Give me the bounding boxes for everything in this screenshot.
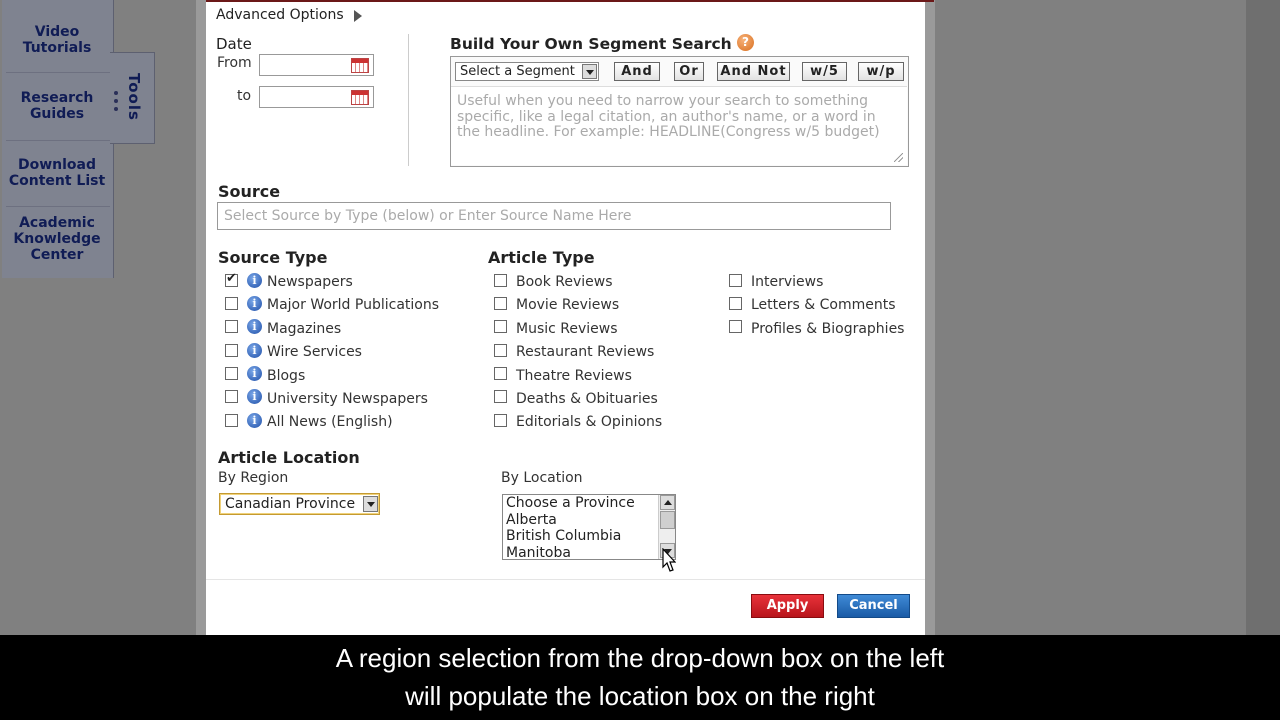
source-input[interactable] xyxy=(217,202,891,230)
letters-comments-checkbox[interactable] xyxy=(729,297,742,310)
date-heading: Date xyxy=(216,35,252,53)
all-news-english-checkbox[interactable] xyxy=(225,414,238,427)
video-caption xyxy=(0,635,1280,720)
theatre-reviews-label: Theatre Reviews xyxy=(516,368,632,384)
sidebar-item-academic-knowledge-center[interactable]: Academic Knowledge Center xyxy=(13,215,101,263)
background-right-strip xyxy=(1246,0,1280,635)
date-to-field[interactable] xyxy=(259,86,374,108)
article-type-heading: Article Type xyxy=(488,248,595,267)
mouse-cursor-icon xyxy=(662,548,676,574)
university-newspapers-checkbox[interactable] xyxy=(225,390,238,403)
tools-grip-icon xyxy=(114,91,118,113)
deaths-obituaries-label: Deaths & Obituaries xyxy=(516,391,658,407)
restaurant-reviews-label: Restaurant Reviews xyxy=(516,344,655,360)
source-input-placeholder: Select Source by Type (below) or Enter Source Name Here xyxy=(224,208,632,224)
sidebar-item-research-guides[interactable]: Research Guides xyxy=(20,90,94,122)
calendar-icon[interactable] xyxy=(351,90,369,105)
date-to-label: to xyxy=(237,88,252,104)
interviews-checkbox[interactable] xyxy=(729,274,742,287)
location-option[interactable]: Alberta xyxy=(506,512,557,528)
dialog-left-edge xyxy=(196,0,206,635)
location-option[interactable]: Choose a Province xyxy=(506,495,635,511)
info-icon[interactable]: i xyxy=(247,296,262,311)
chevron-right-icon[interactable] xyxy=(354,10,362,22)
location-listbox[interactable] xyxy=(502,494,676,560)
cancel-button[interactable]: Cancel xyxy=(837,594,910,618)
chevron-down-icon[interactable] xyxy=(582,64,597,79)
segment-select-value: Select a Segment xyxy=(460,64,575,79)
magazines-label: Magazines xyxy=(267,321,342,337)
movie-reviews-label: Movie Reviews xyxy=(516,297,620,313)
deaths-obituaries-checkbox[interactable] xyxy=(494,390,507,403)
sidebar-divider xyxy=(6,206,110,207)
caption-line-1: A region selection from the drop-down box on the left xyxy=(335,643,945,673)
book-reviews-checkbox[interactable] xyxy=(494,274,507,287)
info-icon[interactable]: i xyxy=(247,366,262,381)
restaurant-reviews-checkbox[interactable] xyxy=(494,344,507,357)
segment-select[interactable] xyxy=(455,62,599,81)
editorials-opinions-checkbox[interactable] xyxy=(494,414,507,427)
profiles-biographies-checkbox[interactable] xyxy=(729,320,742,333)
within-paragraph-button[interactable]: w/p xyxy=(858,62,904,81)
region-select-value: Canadian Province xyxy=(225,496,356,512)
wire-services-checkbox[interactable] xyxy=(225,344,238,357)
caption-line-2: will populate the location box on the right xyxy=(405,681,875,711)
and-button[interactable]: And xyxy=(614,62,660,81)
location-option[interactable]: Manitoba xyxy=(506,545,571,560)
newspapers-checkbox[interactable] xyxy=(225,274,238,287)
help-icon[interactable]: ? xyxy=(737,34,754,51)
chevron-down-icon[interactable] xyxy=(363,496,378,512)
dialog-top-border xyxy=(206,0,934,2)
source-heading: Source xyxy=(218,182,281,201)
source-type-heading: Source Type xyxy=(218,248,328,267)
tools-sidebar xyxy=(2,0,114,278)
major-world-publications-checkbox[interactable] xyxy=(225,297,238,310)
scrollbar-thumb[interactable] xyxy=(660,511,675,529)
sidebar-item-video-tutorials[interactable]: Video Tutorials xyxy=(22,24,92,56)
sidebar-divider xyxy=(6,72,110,73)
music-reviews-label: Music Reviews xyxy=(516,321,618,337)
sidebar-item-download-content-list[interactable]: Download Content List xyxy=(8,157,106,189)
scroll-up-icon[interactable] xyxy=(660,495,675,510)
letters-comments-label: Letters & Comments xyxy=(751,297,896,313)
editorials-opinions-label: Editorials & Opinions xyxy=(516,414,663,430)
by-region-label: By Region xyxy=(218,470,289,486)
info-icon[interactable]: i xyxy=(247,413,262,428)
info-icon[interactable]: i xyxy=(247,389,262,404)
article-location-heading: Article Location xyxy=(218,448,360,467)
location-option[interactable]: British Columbia xyxy=(506,528,622,544)
newspapers-label: Newspapers xyxy=(267,274,353,290)
info-icon[interactable]: i xyxy=(247,319,262,334)
sidebar-divider xyxy=(6,140,110,141)
date-from-field[interactable] xyxy=(259,54,374,76)
advanced-options-toggle[interactable]: Advanced Options xyxy=(216,7,344,23)
music-reviews-checkbox[interactable] xyxy=(494,320,507,333)
and-not-button[interactable]: And Not xyxy=(717,62,790,81)
info-icon[interactable]: i xyxy=(247,343,262,358)
resize-grip-icon[interactable] xyxy=(894,153,903,162)
theatre-reviews-checkbox[interactable] xyxy=(494,367,507,380)
or-button[interactable]: Or xyxy=(674,62,704,81)
region-select[interactable] xyxy=(219,493,380,515)
segment-search-placeholder: Useful when you need to narrow your search to something specific, like a legal citation, an author's name, or a word in the headline. For example: HEADLINE(Congress w/5 budget) xyxy=(457,93,880,140)
calendar-icon[interactable] xyxy=(351,58,369,73)
major-world-publications-label: Major World Publications xyxy=(267,297,440,313)
dialog-footer-divider xyxy=(206,579,925,580)
section-divider xyxy=(408,34,409,166)
profiles-biographies-label: Profiles & Biographies xyxy=(751,321,905,337)
movie-reviews-checkbox[interactable] xyxy=(494,297,507,310)
within-5-button[interactable]: w/5 xyxy=(802,62,847,81)
segment-search-heading: Build Your Own Segment Search xyxy=(450,35,732,53)
date-from-label: From xyxy=(217,55,252,71)
info-icon[interactable]: i xyxy=(247,273,262,288)
blogs-label: Blogs xyxy=(267,368,306,384)
all-news-english-label: All News (English) xyxy=(267,414,393,430)
interviews-label: Interviews xyxy=(751,274,824,290)
book-reviews-label: Book Reviews xyxy=(516,274,613,290)
magazines-checkbox[interactable] xyxy=(225,320,238,333)
wire-services-label: Wire Services xyxy=(267,344,362,360)
segment-search-textarea[interactable] xyxy=(451,86,907,165)
apply-button[interactable]: Apply xyxy=(751,594,824,618)
tools-tab-label: Tools xyxy=(125,73,143,121)
blogs-checkbox[interactable] xyxy=(225,367,238,380)
tools-tab[interactable] xyxy=(110,52,155,144)
dialog-right-edge xyxy=(925,0,935,635)
university-newspapers-label: University Newspapers xyxy=(267,391,428,407)
by-location-label: By Location xyxy=(501,470,583,486)
